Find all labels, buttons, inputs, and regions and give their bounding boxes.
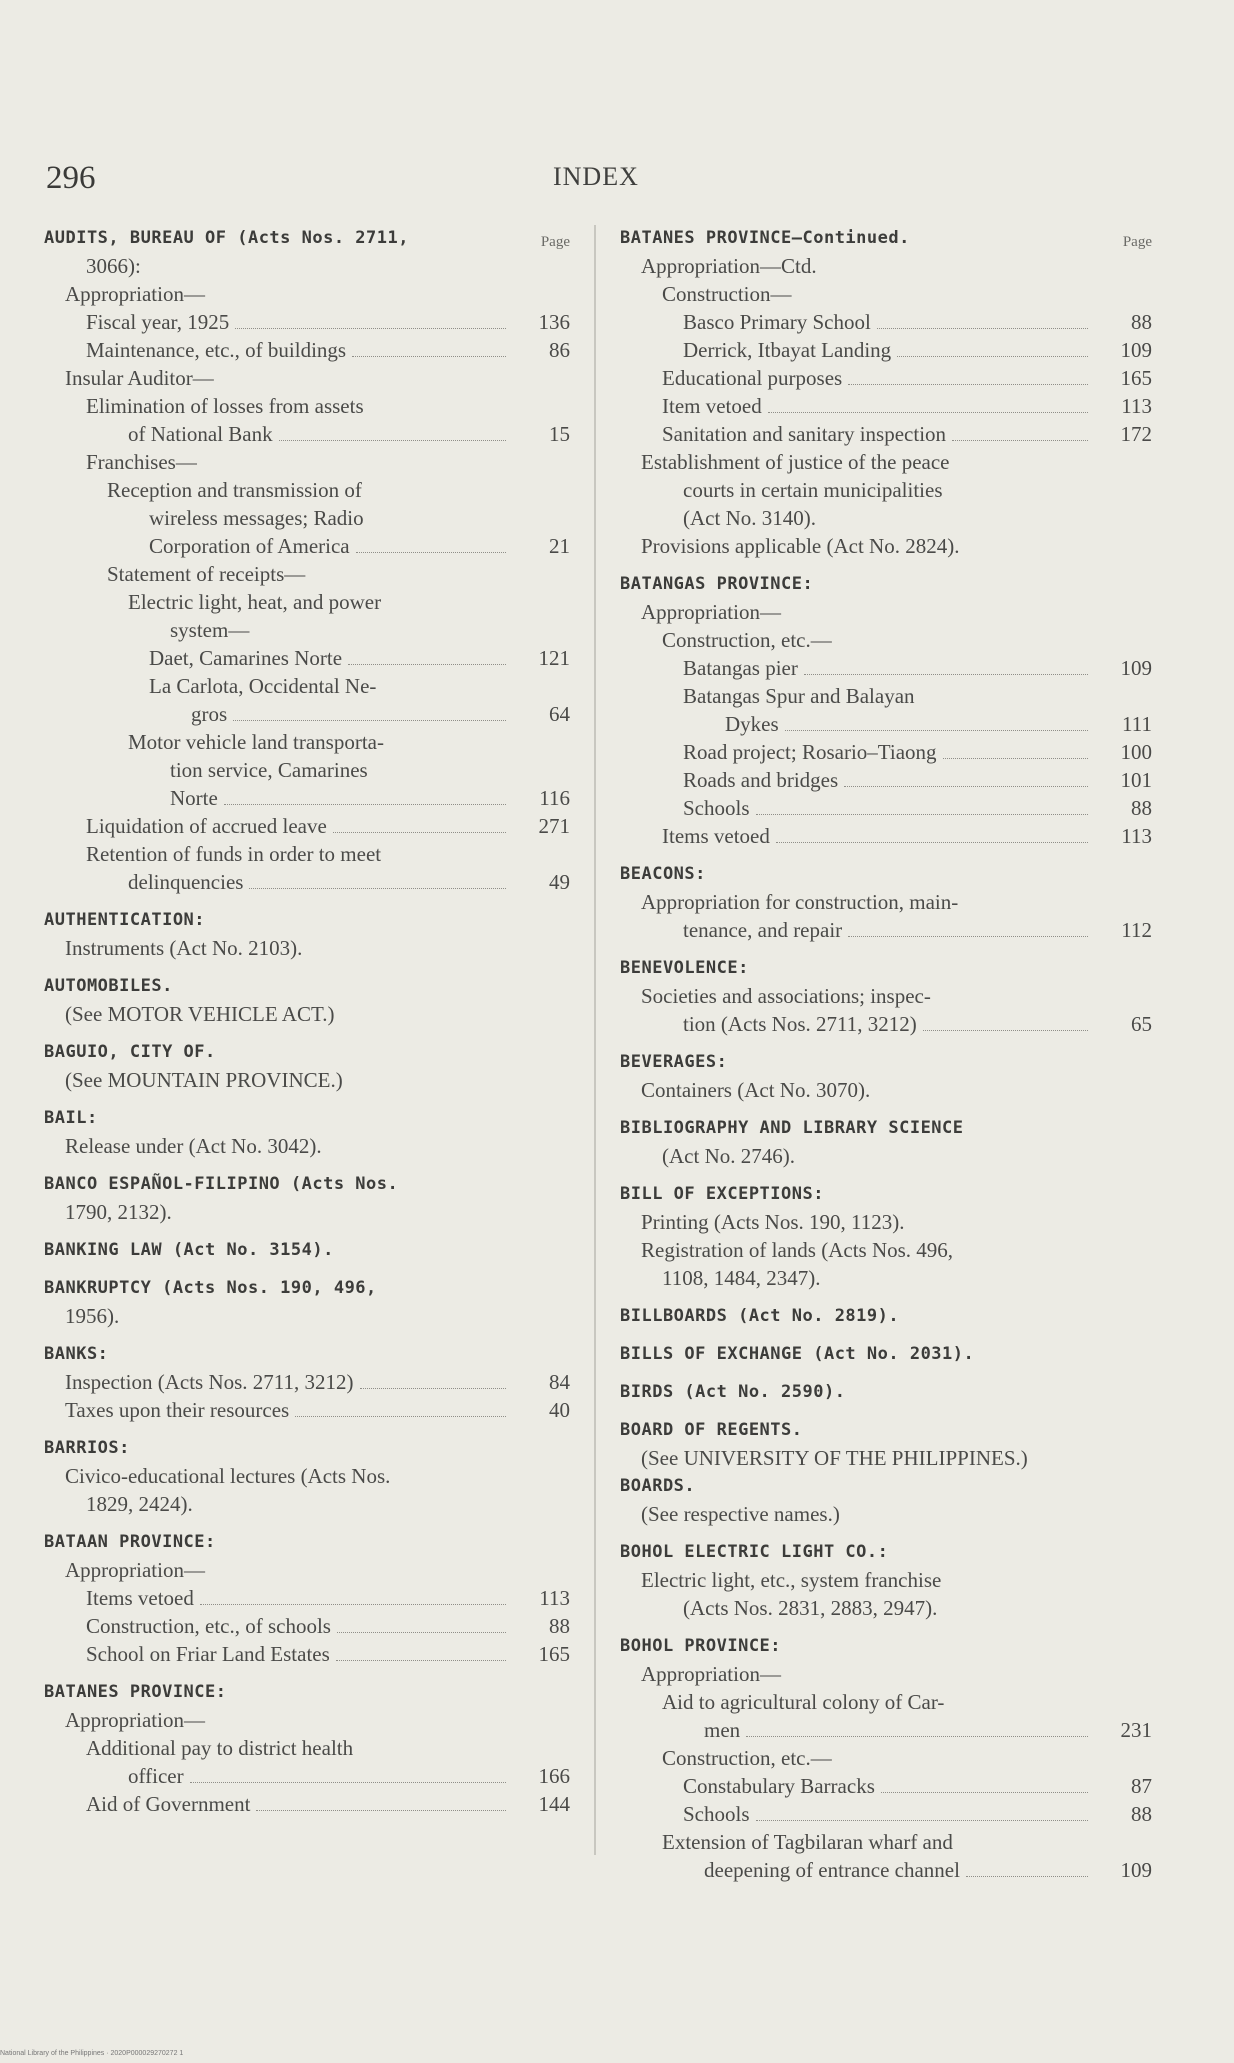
entry-text: BILLBOARDS (Act No. 2819).: [620, 1306, 900, 1326]
index-entries-left: [44, 224, 570, 1818]
entry-text: tion service, Camarines: [170, 758, 368, 782]
page-reference: 49: [549, 870, 570, 894]
index-entry: [44, 448, 570, 476]
index-entry: [44, 756, 570, 784]
page-reference: 84: [549, 1370, 570, 1394]
index-heading: [620, 570, 1152, 598]
entry-text: Aid of Government: [86, 1792, 251, 1816]
index-entry: [44, 840, 570, 868]
entry-text: officer: [128, 1764, 184, 1788]
entry-text: Release under (Act No. 3042).: [65, 1134, 322, 1158]
index-entry: [620, 1236, 1152, 1264]
index-entry: [44, 364, 570, 392]
index-entry: [620, 1800, 1152, 1828]
index-entry: [620, 1264, 1152, 1292]
entry-text: BOHOL ELECTRIC LIGHT CO.:: [620, 1542, 889, 1562]
dot-leader: [190, 1782, 506, 1783]
index-entry: [620, 448, 1152, 476]
index-entry: [44, 700, 570, 728]
entry-text: Schools: [683, 796, 750, 820]
index-entry: [44, 1302, 570, 1330]
entry-text: BANCO ESPAÑOL-FILIPINO (Acts Nos.: [44, 1174, 399, 1194]
entry-text: BAGUIO, CITY OF.: [44, 1042, 216, 1062]
index-entry: [620, 626, 1152, 654]
index-entry: [620, 1688, 1152, 1716]
dot-leader: [336, 1660, 506, 1661]
entry-text: AUTHENTICATION:: [44, 910, 206, 930]
entry-text: Taxes upon their resources: [65, 1398, 290, 1422]
dot-leader: [844, 786, 1088, 787]
page-reference: 88: [549, 1614, 570, 1638]
index-entry: [44, 1368, 570, 1396]
entry-text: La Carlota, Occidental Ne-: [149, 674, 377, 698]
page-reference: 116: [539, 786, 570, 810]
entry-text: delinquencies: [128, 870, 244, 894]
dot-leader: [966, 1876, 1088, 1877]
entry-text: Extension of Tagbilaran wharf and: [662, 1830, 953, 1854]
index-heading: [620, 1416, 1152, 1444]
page-reference: 88: [1131, 310, 1152, 334]
entry-text: Road project; Rosario–Tiaong: [683, 740, 937, 764]
index-entry: [44, 1556, 570, 1584]
entry-text: Aid to agricultural colony of Car-: [662, 1690, 945, 1714]
index-entry: [44, 1396, 570, 1424]
entry-text: wireless messages; Radio: [149, 506, 364, 530]
entry-text: Liquidation of accrued leave: [86, 814, 327, 838]
index-entry: [620, 1142, 1152, 1170]
index-entry: [620, 1444, 1152, 1472]
page-reference: 136: [538, 310, 570, 334]
index-heading: [44, 1236, 570, 1264]
index-entry: [620, 336, 1152, 364]
index-entry: [620, 1716, 1152, 1744]
page-number: 296: [46, 160, 96, 196]
entry-text: men: [704, 1718, 741, 1742]
index-heading: [44, 224, 570, 252]
index-heading: [620, 1632, 1152, 1660]
index-entry: [44, 784, 570, 812]
entry-text: tion (Acts Nos. 2711, 3212): [683, 1012, 917, 1036]
index-heading: [620, 1180, 1152, 1208]
index-column-right: [620, 224, 1152, 1884]
entry-text: BATANGAS PROVINCE:: [620, 574, 814, 594]
page-reference: 100: [1120, 740, 1152, 764]
index-entry: [620, 1660, 1152, 1688]
entry-text: (Act No. 2746).: [662, 1144, 795, 1168]
page-reference: 231: [1120, 1718, 1152, 1742]
dot-leader: [776, 842, 1088, 843]
index-entry: [44, 868, 570, 896]
index-entry: [44, 280, 570, 308]
column-divider: [594, 225, 596, 1855]
entry-text: BEACONS:: [620, 864, 706, 884]
entry-text: Educational purposes: [662, 366, 843, 390]
dot-leader: [756, 814, 1088, 815]
page-reference: 113: [1121, 394, 1152, 418]
dot-leader: [360, 1388, 506, 1389]
entry-text: (See MOTOR VEHICLE ACT.): [65, 1002, 335, 1026]
index-entry: [44, 672, 570, 700]
entry-text: system—: [170, 618, 250, 642]
index-entry: [620, 654, 1152, 682]
index-column-left: [44, 224, 570, 1818]
index-heading: [620, 1302, 1152, 1330]
dot-leader: [881, 1792, 1088, 1793]
dot-leader: [952, 440, 1088, 441]
entry-text: Registration of lands (Acts Nos. 496,: [641, 1238, 954, 1262]
index-heading: [44, 972, 570, 1000]
index-entry: [44, 1640, 570, 1668]
index-heading: [620, 1340, 1152, 1368]
entry-text: Instruments (Act No. 2103).: [65, 936, 303, 960]
index-heading: [620, 224, 1152, 252]
dot-leader: [848, 384, 1088, 385]
entry-text: Printing (Acts Nos. 190, 1123).: [641, 1210, 905, 1234]
entry-text: 1790, 2132).: [65, 1200, 172, 1224]
index-entry: [620, 682, 1152, 710]
index-entry: [620, 532, 1152, 560]
entry-text: BANKS:: [44, 1344, 109, 1364]
index-heading: [44, 1274, 570, 1302]
page-reference: 165: [538, 1642, 570, 1666]
entry-text: deepening of entrance channel: [704, 1858, 960, 1882]
index-heading: [44, 1104, 570, 1132]
page-reference: 121: [538, 646, 570, 670]
index-entry: [44, 392, 570, 420]
entry-text: 1956).: [65, 1304, 120, 1328]
page-reference: 172: [1120, 422, 1152, 446]
page-reference: 65: [1131, 1012, 1152, 1036]
index-entry: [44, 1132, 570, 1160]
dot-leader: [804, 674, 1088, 675]
dot-leader: [785, 730, 1088, 731]
index-entry: [44, 616, 570, 644]
entry-text: Daet, Camarines Norte: [149, 646, 343, 670]
dot-leader: [923, 1030, 1088, 1031]
entry-text: Appropriation—: [641, 1662, 781, 1686]
entry-text: (See UNIVERSITY OF THE PHILIPPINES.): [641, 1446, 1028, 1470]
entry-text: Norte: [170, 786, 218, 810]
index-entry: [44, 1000, 570, 1028]
scan-footer: National Library of the Philippines · 2020P000029270272 1: [0, 2050, 184, 2057]
index-heading: [44, 1528, 570, 1556]
dot-leader: [848, 936, 1088, 937]
entry-text: School on Friar Land Estates: [86, 1642, 330, 1666]
entry-text: Containers (Act No. 3070).: [641, 1078, 871, 1102]
entry-text: Schools: [683, 1802, 750, 1826]
entry-text: Additional pay to district health: [86, 1736, 354, 1760]
index-heading: [44, 1340, 570, 1368]
page-reference: 40: [549, 1398, 570, 1422]
dot-leader: [295, 1416, 506, 1417]
entry-text: BANKRUPTCY (Acts Nos. 190, 496,: [44, 1278, 377, 1298]
index-entry: [44, 1584, 570, 1612]
dot-leader: [897, 356, 1088, 357]
entry-text: tenance, and repair: [683, 918, 843, 942]
entry-text: Civico-educational lectures (Acts Nos.: [65, 1464, 391, 1488]
entry-text: of National Bank: [128, 422, 273, 446]
entry-text: Insular Auditor—: [65, 366, 214, 390]
page-reference: 112: [1121, 918, 1152, 942]
dot-leader: [337, 1632, 506, 1633]
index-entry: [620, 308, 1152, 336]
entry-text: Corporation of America: [149, 534, 350, 558]
page-reference: 101: [1120, 768, 1152, 792]
page-reference: 144: [538, 1792, 570, 1816]
index-entry: [620, 982, 1152, 1010]
page-reference: 21: [549, 534, 570, 558]
dot-leader: [249, 888, 506, 889]
entry-text: Roads and bridges: [683, 768, 839, 792]
index-entry: [620, 916, 1152, 944]
index-heading: [44, 1038, 570, 1066]
entry-text: Construction, etc., of schools: [86, 1614, 331, 1638]
entry-text: Societies and associations; inspec-: [641, 984, 931, 1008]
page-reference: 64: [549, 702, 570, 726]
entry-text: Franchises—: [86, 450, 197, 474]
dot-leader: [877, 328, 1088, 329]
dot-leader: [756, 1820, 1088, 1821]
entry-text: BOARDS.: [620, 1476, 696, 1496]
index-entry: [44, 1462, 570, 1490]
entry-text: Statement of receipts—: [107, 562, 306, 586]
index-entry: [620, 392, 1152, 420]
entry-text: Dykes: [725, 712, 779, 736]
index-entry: [44, 728, 570, 756]
page-reference: 88: [1131, 796, 1152, 820]
entry-text: Construction, etc.—: [662, 1746, 832, 1770]
entry-text: Elimination of losses from assets: [86, 394, 364, 418]
index-entry: [44, 532, 570, 560]
index-entry: [620, 738, 1152, 766]
dot-leader: [333, 832, 506, 833]
entry-text: Constabulary Barracks: [683, 1774, 875, 1798]
index-entry: [44, 420, 570, 448]
index-heading: [620, 1114, 1152, 1142]
index-entry: [620, 476, 1152, 504]
index-entry: [620, 1208, 1152, 1236]
index-entry: [44, 1198, 570, 1226]
dot-leader: [768, 412, 1088, 413]
entry-text: Items vetoed: [86, 1586, 194, 1610]
index-entry: [620, 1828, 1152, 1856]
index-entry: [620, 1744, 1152, 1772]
dot-leader: [200, 1604, 506, 1605]
entry-text: Construction—: [662, 282, 792, 306]
page-reference: 86: [549, 338, 570, 362]
entry-text: BENEVOLENCE:: [620, 958, 749, 978]
entry-text: BIBLIOGRAPHY AND LIBRARY SCIENCE: [620, 1118, 964, 1138]
index-heading: [620, 1378, 1152, 1406]
entry-text: Appropriation—Ctd.: [641, 254, 817, 278]
entry-text: BIRDS (Act No. 2590).: [620, 1382, 846, 1402]
dot-leader: [279, 440, 506, 441]
entry-text: Batangas pier: [683, 656, 798, 680]
index-entry: [620, 1856, 1152, 1884]
index-heading: [620, 1472, 1152, 1500]
entry-text: Construction, etc.—: [662, 628, 832, 652]
index-entry: [620, 504, 1152, 532]
dot-leader: [746, 1736, 1088, 1737]
page-reference: 271: [538, 814, 570, 838]
entry-text: Inspection (Acts Nos. 2711, 3212): [65, 1370, 354, 1394]
index-entry: [620, 794, 1152, 822]
entry-text: BATANES PROVINCE—Continued.: [620, 228, 910, 248]
page-reference: 113: [539, 1586, 570, 1610]
index-entry: [620, 1594, 1152, 1622]
dot-leader: [235, 328, 506, 329]
page-reference: 109: [1120, 338, 1152, 362]
entry-text: Fiscal year, 1925: [86, 310, 230, 334]
entry-text: BAIL:: [44, 1108, 98, 1128]
index-entry: [44, 1490, 570, 1518]
index-heading: [620, 860, 1152, 888]
entry-text: BILLS OF EXCHANGE (Act No. 2031).: [620, 1344, 975, 1364]
entry-text: BATANES PROVINCE:: [44, 1682, 227, 1702]
entry-text: Item vetoed: [662, 394, 762, 418]
entry-text: (See MOUNTAIN PROVINCE.): [65, 1068, 343, 1092]
entry-text: Electric light, heat, and power: [128, 590, 382, 614]
dot-leader: [356, 552, 506, 553]
entry-text: Provisions applicable (Act No. 2824).: [641, 534, 960, 558]
index-entry: [620, 1076, 1152, 1104]
index-heading: [44, 1434, 570, 1462]
entry-text: Motor vehicle land transporta-: [128, 730, 384, 754]
index-entry: [620, 1500, 1152, 1528]
entry-text: Batangas Spur and Balayan: [683, 684, 915, 708]
index-entry: [620, 822, 1152, 850]
page-column-label: Page: [1122, 234, 1152, 250]
entry-text: 1108, 1484, 2347).: [662, 1266, 821, 1290]
entry-text: 3066):: [86, 254, 141, 278]
entry-text: BOHOL PROVINCE:: [620, 1636, 782, 1656]
entry-text: Appropriation for construction, main-: [641, 890, 959, 914]
page-column-label: Page: [540, 234, 570, 250]
index-entry: [620, 710, 1152, 738]
entry-text: Appropriation—: [65, 1558, 205, 1582]
index-entry: [44, 1790, 570, 1818]
index-entry: [44, 1734, 570, 1762]
entry-text: Appropriation—: [65, 282, 205, 306]
page-reference: 166: [538, 1764, 570, 1788]
page-reference: 113: [1121, 824, 1152, 848]
index-heading: [44, 906, 570, 934]
entry-text: (See respective names.): [641, 1502, 840, 1526]
index-heading: [620, 954, 1152, 982]
entry-text: Maintenance, etc., of buildings: [86, 338, 347, 362]
entry-text: Basco Primary School: [683, 310, 871, 334]
index-entry: [44, 1706, 570, 1734]
index-entry: [44, 812, 570, 840]
index-entry: [620, 888, 1152, 916]
entry-text: Electric light, etc., system franchise: [641, 1568, 942, 1592]
index-entry: [44, 934, 570, 962]
entry-text: Establishment of justice of the peace: [641, 450, 950, 474]
entry-text: BANKING LAW (Act No. 3154).: [44, 1240, 334, 1260]
index-entry: [620, 252, 1152, 280]
index-entry: [44, 476, 570, 504]
entry-text: Appropriation—: [641, 600, 781, 624]
index-entry: [620, 364, 1152, 392]
page-reference: 109: [1120, 1858, 1152, 1882]
running-head: INDEX: [553, 162, 639, 191]
index-entry: [620, 1772, 1152, 1800]
entry-text: (Act No. 3140).: [683, 506, 816, 530]
index-entry: [44, 1612, 570, 1640]
page-reference: 87: [1131, 1774, 1152, 1798]
entry-text: gros: [191, 702, 228, 726]
index-heading: [620, 1048, 1152, 1076]
index-entry: [44, 588, 570, 616]
dot-leader: [352, 356, 506, 357]
entry-text: courts in certain municipalities: [683, 478, 943, 502]
dot-leader: [943, 758, 1088, 759]
entry-text: BARRIOS:: [44, 1438, 130, 1458]
index-heading: [44, 1678, 570, 1706]
dot-leader: [256, 1810, 506, 1811]
entry-text: Appropriation—: [65, 1708, 205, 1732]
entry-text: Sanitation and sanitary inspection: [662, 422, 947, 446]
index-entry: [620, 280, 1152, 308]
index-entry: [44, 1762, 570, 1790]
entry-text: BILL OF EXCEPTIONS:: [620, 1184, 824, 1204]
index-heading: [44, 1170, 570, 1198]
entry-text: Derrick, Itbayat Landing: [683, 338, 892, 362]
entry-text: BATAAN PROVINCE:: [44, 1532, 216, 1552]
page-reference: 165: [1120, 366, 1152, 390]
index-heading: [620, 1538, 1152, 1566]
index-entry: [44, 560, 570, 588]
index-entry: [44, 252, 570, 280]
entry-text: AUDITS, BUREAU OF (Acts Nos. 2711,: [44, 228, 409, 248]
dot-leader: [224, 804, 506, 805]
index-entries-right: [620, 224, 1152, 1884]
dot-leader: [233, 720, 506, 721]
entry-text: BEVERAGES:: [620, 1052, 728, 1072]
entry-text: BOARD OF REGENTS.: [620, 1420, 803, 1440]
dot-leader: [348, 664, 506, 665]
index-entry: [44, 336, 570, 364]
index-entry: [620, 766, 1152, 794]
page-reference: 111: [1122, 712, 1152, 736]
entry-text: (Acts Nos. 2831, 2883, 2947).: [683, 1596, 938, 1620]
index-entry: [620, 1566, 1152, 1594]
entry-text: Reception and transmission of: [107, 478, 362, 502]
index-entry: [620, 420, 1152, 448]
entry-text: Items vetoed: [662, 824, 770, 848]
index-entry: [44, 644, 570, 672]
page-reference: 88: [1131, 1802, 1152, 1826]
entry-text: 1829, 2424).: [86, 1492, 193, 1516]
index-entry: [620, 598, 1152, 626]
index-entry: [620, 1010, 1152, 1038]
index-entry: [44, 308, 570, 336]
index-entry: [44, 504, 570, 532]
page-reference: 15: [549, 422, 570, 446]
entry-text: AUTOMOBILES.: [44, 976, 173, 996]
index-entry: [44, 1066, 570, 1094]
entry-text: Retention of funds in order to meet: [86, 842, 382, 866]
page-reference: 109: [1120, 656, 1152, 680]
